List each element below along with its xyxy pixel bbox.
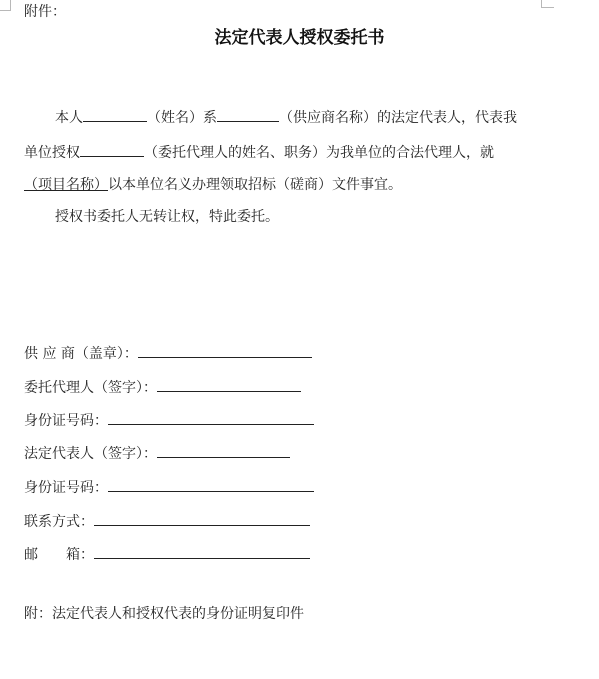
label-legal-rep: 法定代表人（签字）： [24,446,157,462]
paragraph-1-line-3 [24,176,402,194]
input-agent-signature[interactable] [157,377,301,392]
input-agent-id[interactable] [108,410,314,425]
input-legal-rep-signature[interactable] [157,443,290,458]
text-authorize: 单位授权 [24,145,80,161]
label-contact: 联系方式： [24,514,94,530]
document-title: 法定代表人授权委托书 [214,28,385,48]
paragraph-1-line-1 [55,107,517,127]
attachment-label: 附件： [24,4,66,20]
crop-mark-top-right [541,0,554,8]
label-supplier: 供 应 商（盖章）： [24,346,138,362]
blank-agent[interactable] [80,142,144,157]
text-project-name: （项目名称） [24,177,108,193]
field-agent [24,377,301,397]
text-agent-hint: （委托代理人的姓名、职务）为我单位的合法代理人，就 [144,145,494,161]
field-agent-id [24,410,314,430]
label-agent-id: 身份证号码： [24,413,108,429]
text-principal: 本人 [55,110,83,126]
text-supplier-hint: （供应商名称）的法定代表人，代表我 [279,110,517,126]
field-legal-rep [24,443,290,463]
text-name-hint: （姓名）系 [147,110,217,126]
footnote: 附：法定代表人和授权代表的身份证明复印件 [24,606,304,622]
field-email [24,544,310,564]
text-scope: 以本单位名义办理领取招标（磋商）文件事宜。 [108,177,402,193]
blank-supplier[interactable] [217,107,279,122]
blank-name[interactable] [83,107,147,122]
field-contact [24,511,310,531]
input-contact[interactable] [94,511,310,526]
input-supplier-seal[interactable] [138,343,312,358]
paragraph-1-line-2 [24,142,494,162]
input-email[interactable] [94,544,310,559]
label-email: 邮 箱： [24,547,94,563]
label-legal-rep-id: 身份证号码： [24,480,108,496]
input-legal-rep-id[interactable] [108,477,314,492]
field-supplier [24,343,312,363]
label-agent: 委托代理人（签字）： [24,380,157,396]
crop-mark-top-left [0,0,11,11]
paragraph-2: 授权书委托人无转让权，特此委托。 [55,209,279,225]
field-legal-rep-id [24,477,314,497]
